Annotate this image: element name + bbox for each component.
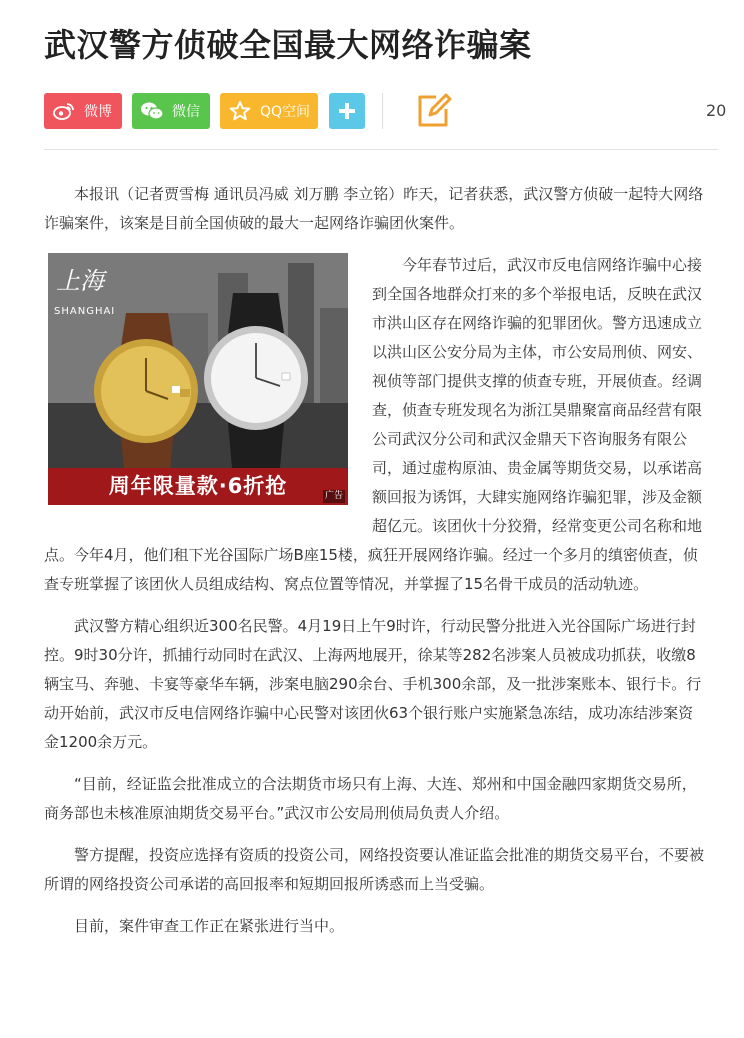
- edit-button[interactable]: [416, 93, 452, 129]
- wechat-icon: [141, 100, 163, 122]
- article-title: 武汉警方侦破全国最大网络诈骗案: [44, 26, 532, 64]
- share-weixin-button[interactable]: [132, 93, 210, 129]
- paragraph-3: 武汉警方精心组织近300名民警。4月19日上午9时许，行动民警分批进入光谷国际广场进行封控。9时30分许，抓捕行动同时在武汉、上海两地展开，徐某等282名涉案人员被成功抓获，收缴8辆宝马、奔驰、卡宴等豪华车辆，涉案电脑290余台、手机300余部，及一批涉案账本、银行卡。行动开始前，武汉市反电信网络诈骗中心民警对该团伙63个银行账户实施紧急冻结，成功冻结涉案资金1200余万元。: [44, 617, 702, 751]
- weibo-icon: [53, 100, 75, 122]
- paragraph-1: 本报讯（记者贾雪梅 通讯员冯威 刘万鹏 李立铭）昨天，记者获悉，武汉警方侦破一起特大网络诈骗案件，该案是目前全国侦破的最大一起网络诈骗团伙案件。: [44, 185, 704, 232]
- share-weixin-label: 微信: [172, 104, 200, 120]
- share-weibo-label: 微博: [84, 104, 112, 120]
- edit-icon: [416, 93, 452, 129]
- paragraph-4: “目前，经证监会批准成立的合法期货市场只有上海、大连、郑州和中国金融四家期货交易所，商务部也未核准原油期货交易平台。”武汉市公安局刑侦局负责人介绍。: [44, 775, 697, 822]
- ad-logo-sub: SHANGHAI: [54, 306, 116, 317]
- ad-logo: 上海: [56, 267, 104, 295]
- star-icon: [229, 100, 251, 122]
- advertisement[interactable]: [48, 253, 348, 505]
- plus-icon: [336, 100, 358, 122]
- article-body: [44, 180, 704, 954]
- share-bar: [44, 93, 744, 129]
- ad-banner: 周年限量款·6折抢: [48, 468, 348, 505]
- share-qzone-label: QQ空间: [260, 104, 311, 120]
- paragraph-5: 警方提醒，投资应选择有资质的投资公司，网络投资要认准证监会批准的期货交易平台，不要被所谓的网络投资公司承诺的高回报率和短期回报所诱惑而上当受骗。: [44, 846, 705, 893]
- share-qzone-button[interactable]: [220, 93, 318, 129]
- share-weibo-button[interactable]: [44, 93, 122, 129]
- share-divider: [382, 93, 383, 129]
- share-more-button[interactable]: [329, 93, 365, 129]
- paragraph-2: 今年春节过后，武汉市反电信网络诈骗中心接到全国各地群众打来的多个举报电话，反映在武汉市洪山区存在网络诈骗的犯罪团伙。警方迅速成立以洪山区公安分局为主体，市公安局刑侦、网安、视侦等部门提供支撑的侦查专班，开展侦查。经调查，侦查专班发现名为浙江昊鼎聚富商品经营有限公司武汉分公司和武汉金鼎天下咨询服务有限公司，通过虚构原油、贵金属等期货交易，以承诺高额回报为诱饵，大肆实施网络诈骗犯罪，涉及金额超亿元。该团伙十分狡猾，经常变更公司名称和地点。今年4月，他们租下光谷国际广场B座15楼，疯狂开展网络诈骗。经过一个多月的缜密侦查，侦查专班掌握了该团伙人员组成结构、窝点位置等情况，并掌握了15名骨干成员的活动轨迹。: [44, 256, 703, 593]
- header-divider: [44, 149, 718, 150]
- paragraph-6: 目前，案件审查工作正在紧张进行当中。: [74, 917, 345, 935]
- ad-tag: 广告: [324, 491, 343, 501]
- article-date: 20: [706, 101, 727, 120]
